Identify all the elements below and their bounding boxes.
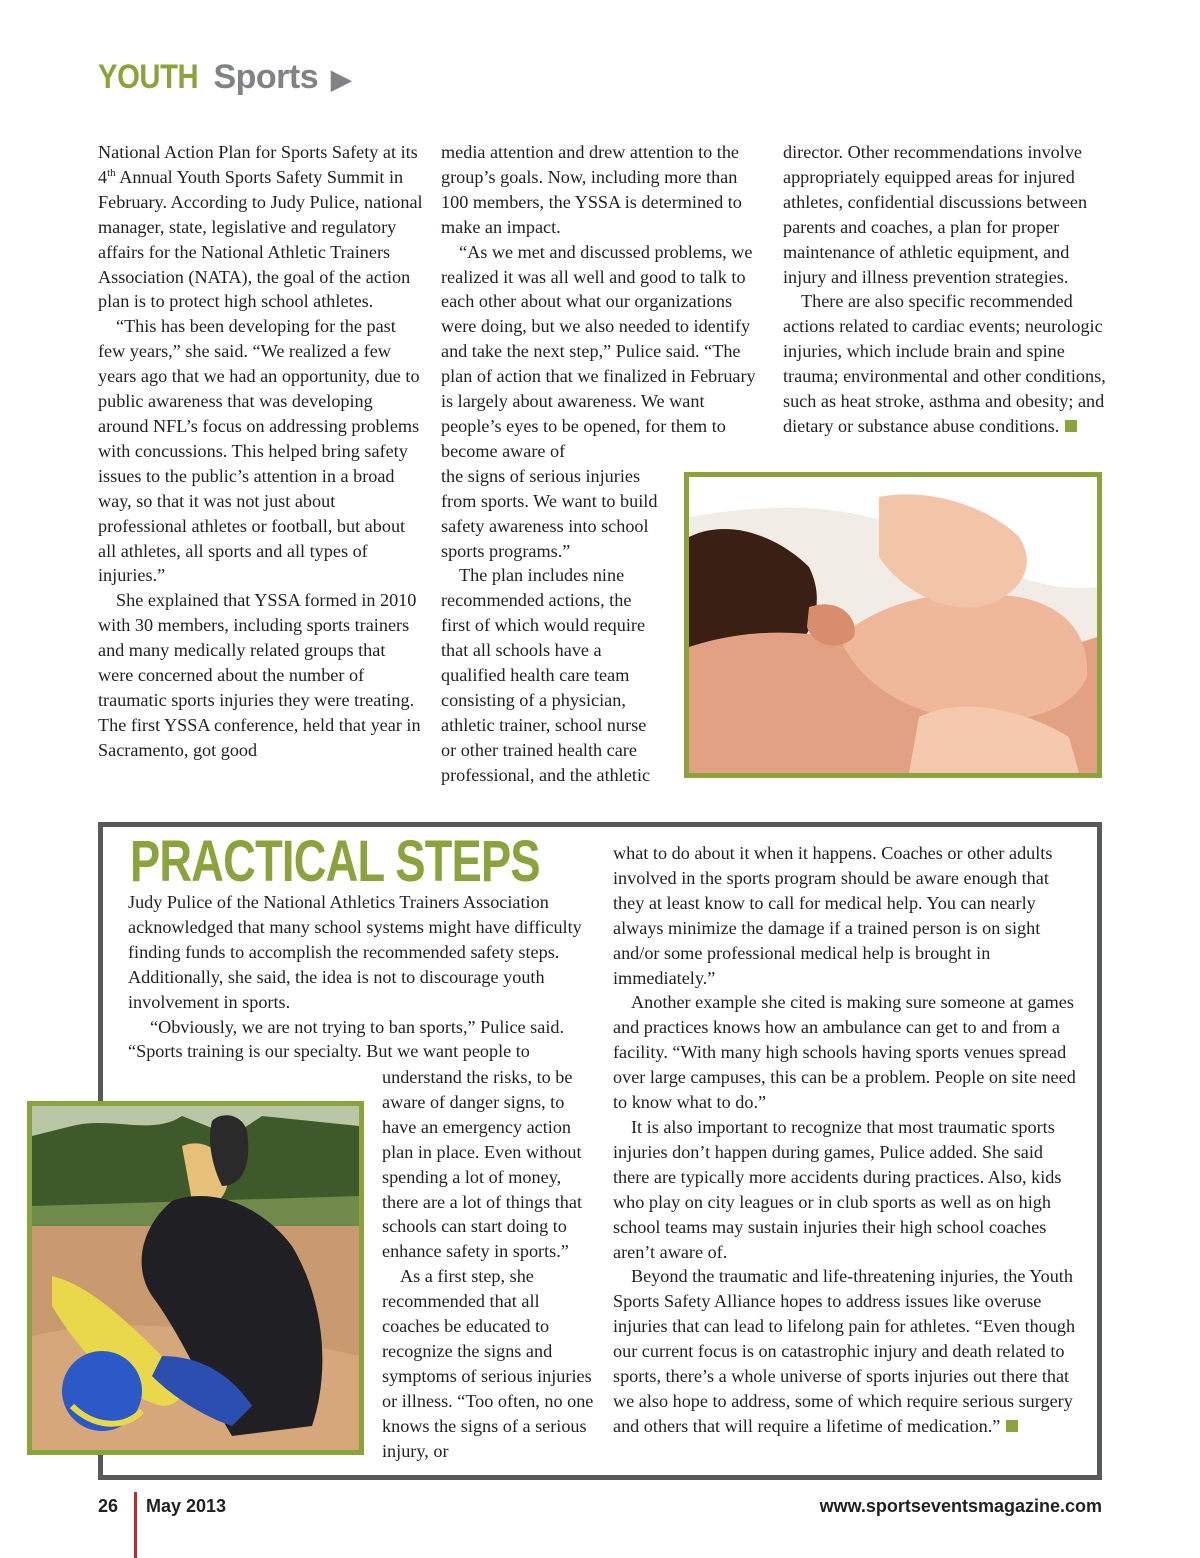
article-column-1 xyxy=(98,140,423,763)
sidebar-paragraph: what to do about it when it happens. Coaches or other adults involved in the sports program should be aware enough that they at least know to call for medical help. You can nearly always minimize the damage if a trained person is on sight and/or some professional medical help is brought in immediately.” xyxy=(613,843,1053,988)
sidebar-paragraph: As a first step, she recommended that all coaches be educated to recognize the signs and symptoms of serious injuries or illness. “Too often, no one knows the signs of a serious injury, or xyxy=(382,1266,594,1461)
article-paragraph: There are also specific recommended actions related to cardiac events; neurologic injuries, which include brain and spine trauma; environmental and other conditions, such as heat stroke, asthma and obesity; and dietary or substance abuse conditions. xyxy=(783,291,1106,436)
article-column-3 xyxy=(783,140,1108,439)
article-paragraph: The plan includes nine recommended actions, the first of which would require that all schools have a qualified health care team consisting of a physician, athletic trainer, school nurse or other trained health care professional, and the athletic xyxy=(441,565,651,785)
end-mark-icon xyxy=(1006,1420,1018,1432)
sidebar-title: PRACTICAL STEPS xyxy=(130,829,540,894)
issue-date: May 2013 xyxy=(146,1496,227,1516)
header-youth: YOUTH xyxy=(98,58,199,96)
sidebar-paragraph: Beyond the traumatic and life-threatening injuries, the Youth Sports Safety Alliance hopes to address issues like overuse injuries that can lead to lifelong pain for athletes. “Even though our current focus is on catastrophic injury and death related to sports, there’s a whole universe of sports injuries out there that we also hope to address, some of which require serious surgery and others that will require a lifetime of medication.” xyxy=(613,1266,1076,1436)
sidebar-left-narrow-column xyxy=(382,1065,600,1464)
section-header xyxy=(98,56,351,100)
end-mark-icon xyxy=(1065,420,1077,432)
softball-slide-photo xyxy=(27,1101,364,1455)
article-paragraph: “As we met and discussed problems, we realized it was all well and good to talk to each other about what our organizations were doing, but we also needed to identify and take the next step,” Pulice said. “The plan of action that we finalized in February is largely about awareness. We want people’s eyes to be opened, for them to become aware of the signs of serious injuries from sports. We want to build safety awareness into school sports programs.” xyxy=(441,241,756,561)
sidebar-paragraph: “Obviously, we are not trying to ban sports,” Pulice said. “Sports training is our specialty. But we want people to xyxy=(128,1016,565,1062)
hand-massage-photo xyxy=(684,472,1102,778)
article-paragraph: “This has been developing for the past few years,” she said. “We realized a few years ago that we had an opportunity, due to public awareness that was developing around NFL’s focus on addressing problems with concussions. This helped bring safety issues to the public’s attention in a broad way, so that it was not just about professional athletes or football, but about all athletes, all sports and all types of injuries.” xyxy=(98,316,420,586)
sidebar-paragraph: understand the risks, to be aware of danger signs, to have an emergency action plan in place. Even without spending a lot of money, there are a lot of things that schools can start doing to enhance safety in sports.” xyxy=(382,1067,582,1262)
article-paragraph: She explained that YSSA formed in 2010 with 30 members, including sports trainers and many medically related groups that were concerned about the number of traumatic sports injuries they were treating. The first YSSA conference, held that year in Sacramento, got good xyxy=(98,590,421,760)
sidebar-right-column xyxy=(613,841,1083,1439)
article-paragraph: media attention and drew attention to the group’s goals. Now, including more than 100 members, the YSSA is determined to make an impact. xyxy=(441,142,742,237)
footer-divider xyxy=(134,1492,137,1558)
header-arrow-icon: ▶ xyxy=(331,64,351,94)
article-paragraph: National Action Plan for Sports Safety at its 4th Annual Youth Sports Safety Summit in February. According to Judy Pulice, national manager, state, legislative and regulatory affairs for the National Athletic Trainers Association (NATA), the goal of the action plan is to protect high school athletes. xyxy=(98,142,423,312)
sidebar-paragraph: Judy Pulice of the National Athletics Trainers Association acknowledged that many school systems might have difficulty finding funds to accomplish the recommended safety steps. Additionally, she said, the idea is not to discourage youth involvement in sports. xyxy=(128,892,582,1012)
article-paragraph: director. Other recommendations involve appropriately equipped areas for injured athletes, confidential discussions between parents and coaches, a plan for proper maintenance of athletic equipment, and injury and illness prevention strategies. xyxy=(783,142,1088,287)
page-number: 26 xyxy=(98,1496,119,1516)
header-sports: Sports xyxy=(213,58,319,96)
sidebar-paragraph: Another example she cited is making sure someone at games and practices knows how an ambulance can get to and from a facility. “With many high schools having sports venues spread over large campuses, this can be a problem. People on site need to know what to do.” xyxy=(613,992,1076,1113)
sidebar-left-column xyxy=(128,890,598,1064)
magazine-url: www.sportseventsmagazine.com xyxy=(819,1496,1102,1516)
sidebar-paragraph: It is also important to recognize that most traumatic sports injuries don’t happen during games, Pulice added. She said there are typically more accidents during practices. Also, kids who play on city leagues or in club sports as well as on high school teams may sustain injuries their high school coaches aren’t aware of. xyxy=(613,1116,1062,1262)
